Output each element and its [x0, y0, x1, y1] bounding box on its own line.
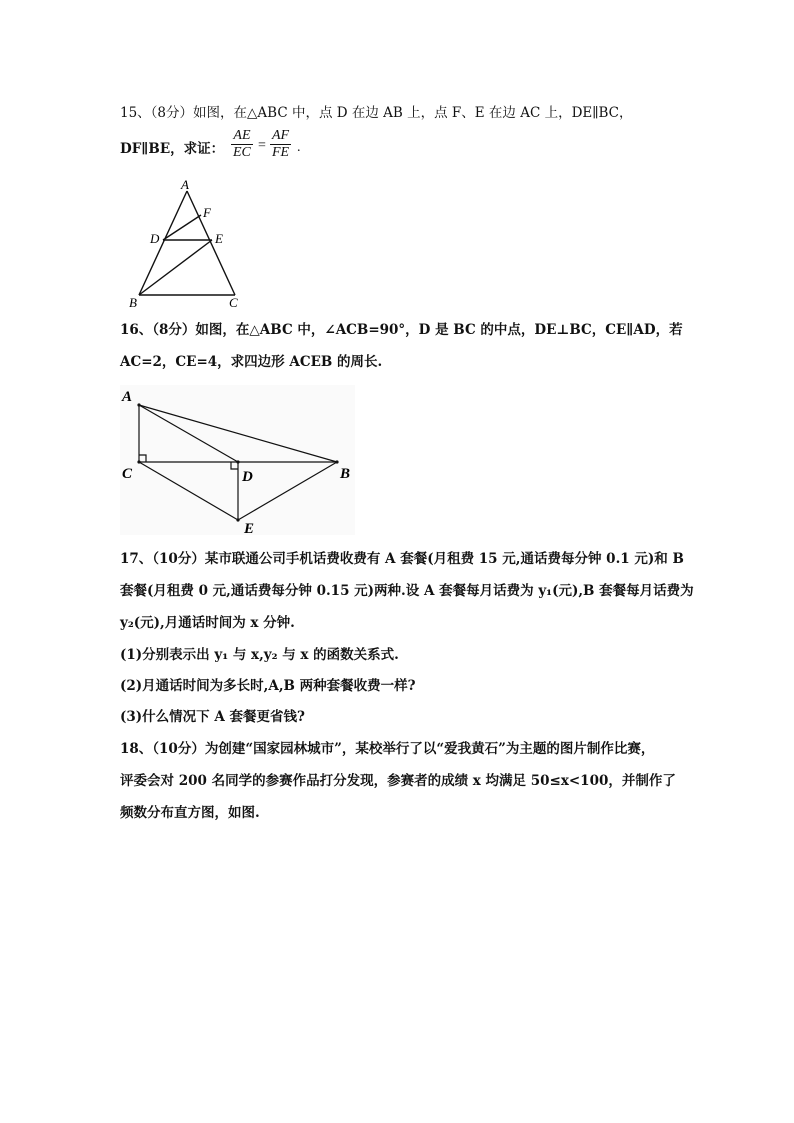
label-d: D	[150, 231, 160, 246]
label-b: B	[129, 295, 137, 310]
label-e: E	[215, 231, 223, 246]
fraction-af-fe	[270, 128, 291, 161]
q18-line1: 18、（10分）为创建“国家园林城市”，某校举行了以“爱我黄石”为主题的图片制作比赛，	[120, 741, 655, 757]
label-a: A	[181, 177, 189, 192]
label-b: B	[340, 466, 351, 482]
frac-left-numerator: AE	[233, 128, 251, 143]
side-ac	[187, 191, 235, 295]
frac-right-numerator: AF	[272, 128, 290, 143]
q17-subquestion-2: (2)月通话时间为多长时,A,B 两种套餐收费一样?	[120, 678, 416, 694]
q15-line2-prefix: DF∥BE，求证：	[120, 141, 225, 157]
frac-left-denominator: EC	[233, 145, 251, 160]
side-ab	[139, 191, 187, 295]
label-e: E	[244, 521, 255, 535]
q15-line1: 15、（8分）如图，在△ABC 中，点 D 在边 AB 上，点 F、E 在边 AC 上，DE∥BC，	[120, 105, 633, 121]
frac-right-denominator: FE	[272, 145, 290, 160]
label-d: D	[242, 469, 253, 485]
q16-line1: 16、（8分）如图，在△ABC 中，∠ACB=90°，D 是 BC 的中点，DE⊥BC，CE∥AD，若	[120, 322, 683, 338]
q18-line3: 频数分布直方图，如图.	[120, 805, 260, 821]
segment-be	[139, 240, 212, 295]
q17-subquestion-3: (3)什么情况下 A 套餐更省钱?	[120, 709, 305, 725]
label-f: F	[203, 205, 211, 220]
label-c: C	[229, 295, 238, 310]
q17-line2: 套餐(月租费 0 元,通话费每分钟 0.15 元)两种.设 A 套餐每月话费为 y₁(元),B 套餐每月话费为	[120, 583, 694, 599]
q18-line2: 评委会对 200 名同学的参赛作品打分发现，参赛者的成绩 x 均满足 50≤x<100，并制作了	[120, 773, 676, 789]
q17-line3: y₂(元),月通话时间为 x 分钟.	[120, 615, 295, 631]
segment-df	[163, 215, 201, 240]
label-c: C	[122, 466, 133, 482]
label-a: A	[122, 389, 133, 405]
q17-subquestion-1: (1)分别表示出 y₁ 与 x,y₂ 与 x 的函数关系式.	[120, 647, 399, 663]
triangle-figure-q15	[125, 175, 255, 315]
q17-line1: 17、（10分）某市联通公司手机话费收费有 A 套餐(月租费 15 元,通话费每分钟 0.1 元)和 B	[120, 551, 684, 567]
quadrilateral-figure-q16	[120, 385, 355, 535]
q16-line2: AC=2，CE=4，求四边形 ACEB 的周长.	[120, 354, 383, 370]
fraction-ae-ec	[231, 128, 253, 161]
equals-sign: =	[258, 138, 266, 153]
period: .	[297, 140, 301, 155]
